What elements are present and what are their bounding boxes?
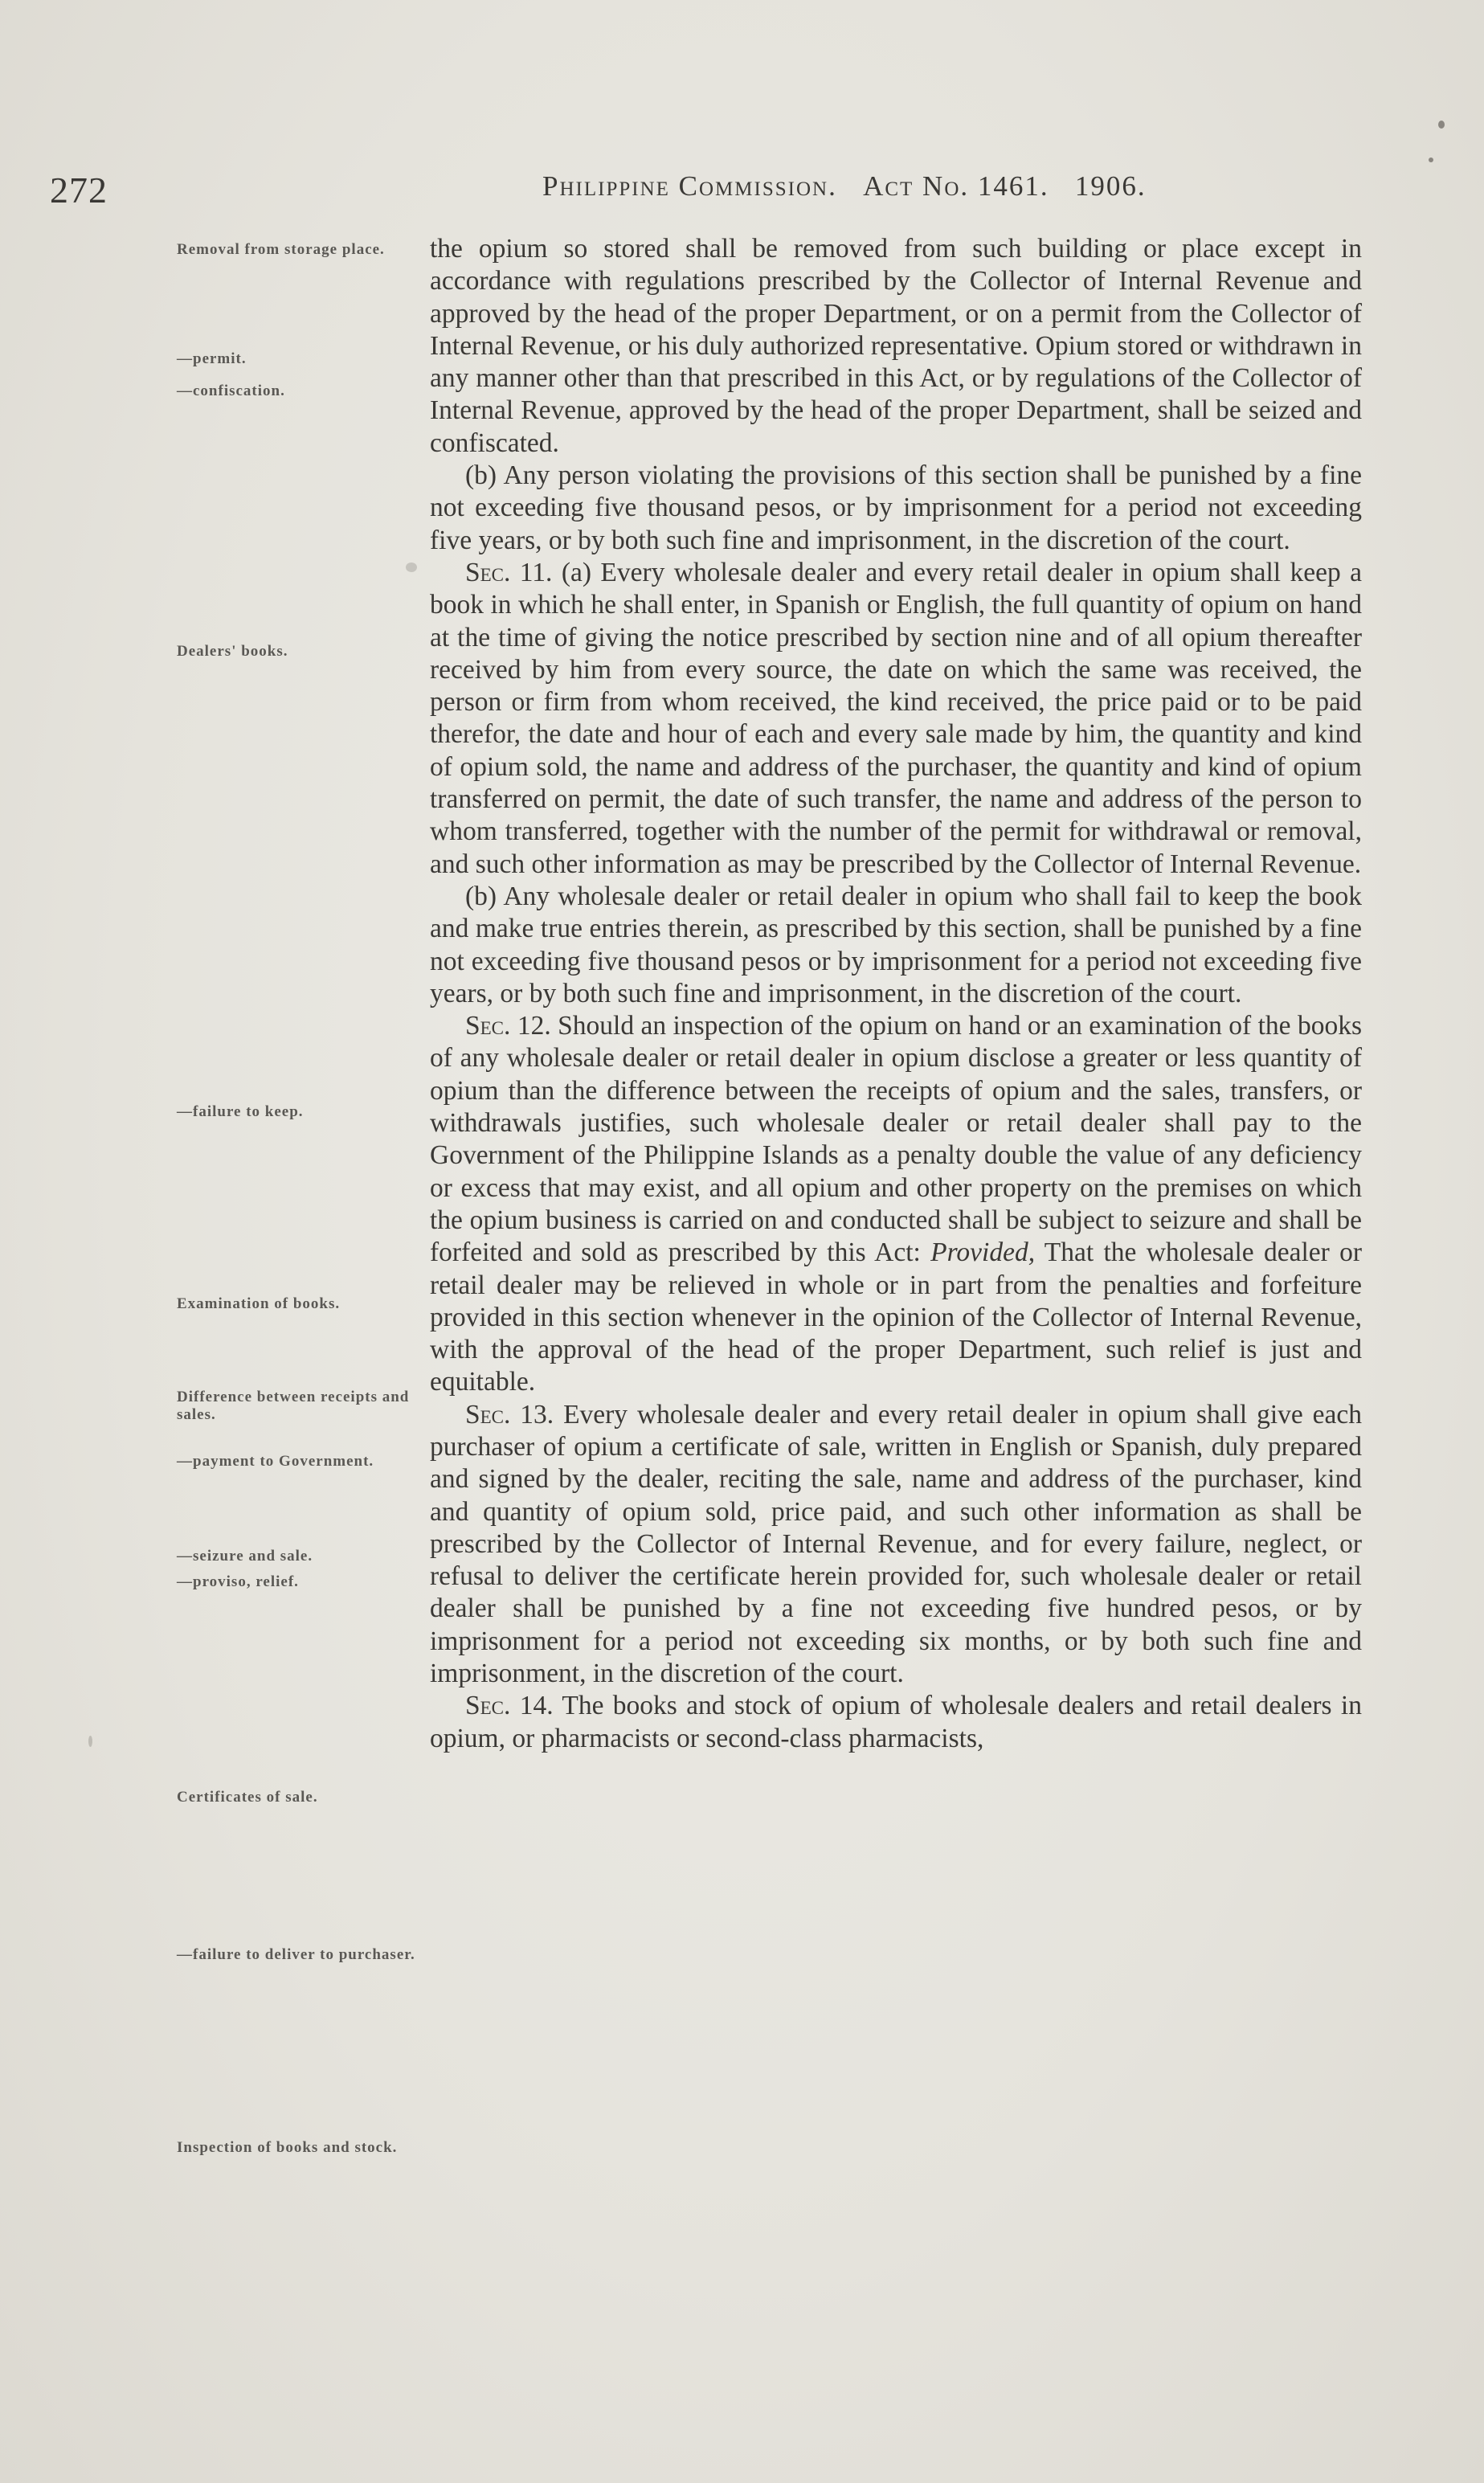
provided-italic: Provided,	[930, 1237, 1036, 1268]
paper-speck	[1429, 157, 1433, 162]
margin-note-failure-to-keep: —failure to keep.	[177, 1103, 304, 1120]
margin-note-removal: Removal from storage place.	[177, 241, 385, 258]
running-head-commission: Philippine Commission.	[542, 170, 837, 202]
paragraph: the opium so stored shall be removed from such building or place except in accordance with regulations prescribed by the Collector of Internal Revenue and approved by the head of the proper Department, or on a permit from the Collector of Internal Revenue, or his duly authorized representative. Opium stored or withdrawn in any manner other than that prescribed in this Act, or by regulations of the Collector of Internal Revenue, approved by the head of the proper Department, shall be seized and confiscated.	[430, 234, 1362, 458]
section-number: Sec. 11.	[465, 557, 553, 587]
margin-note-dealers-books: Dealers' books.	[177, 643, 288, 660]
paragraph: (b) Any wholesale dealer or retail dealer in opium who shall fail to keep the book and make true entries therein, as prescribed by this section, shall be punished by a fine not exceeding five thousand pesos or by imprisonment for a period not exceeding five years, or by both such fine and imprisonment, in the discretion of the court.	[430, 881, 1362, 1008]
paper-speck	[406, 562, 417, 572]
margin-note-inspection: Inspection of books and stock.	[177, 2139, 398, 2156]
margin-note-confiscation: —confiscation.	[177, 382, 285, 399]
margin-note-permit: —permit.	[177, 350, 247, 367]
margin-note-failure-deliver: —failure to deliver to purchaser.	[177, 1946, 415, 1963]
running-head-act: Act No. 1461.	[863, 170, 1049, 202]
paper-speck	[88, 1736, 92, 1747]
running-head-year: 1906.	[1074, 170, 1147, 202]
page-number: 272	[50, 170, 108, 211]
paper-speck	[1438, 121, 1445, 129]
paragraph-sec-14: Sec. 14. The books and stock of opium of wholesale dealers and retail dealers in opium, or pharmacists or second-class pharmacists,	[430, 1691, 1362, 1753]
section-number: Sec. 12.	[465, 1011, 551, 1041]
margin-note-difference: Difference between receipts and sales.	[177, 1389, 410, 1423]
body-text	[430, 233, 1362, 1755]
margin-note-proviso: —proviso, relief.	[177, 1573, 299, 1590]
paragraph-sec-12: Sec. 12. Should an inspection of the opium on hand or an examination of the books of any wholesale dealer or retail dealer in opium disclose a greater or less quantity of opium than the difference between the receipts of opium and the sales, transfers, or withdrawals justifies, such wholesale dealer or retail dealer shall pay to the Government of the Philippine Islands as a penalty double the value of any deficiency or excess that may exist, and all opium and other property on the premises on which the opium business is carried on and conducted shall be subject to seizure and shall be forfeited and sold as prescribed by this Act: Provided, That the wholesale dealer or retail dealer may be relieved in whole or in part from the penalties and forfeiture provided in this section whenever in the opinion of the Collector of Internal Revenue, with the approval of the head of the proper Department, such relief is just and equitable.	[430, 1011, 1362, 1397]
margin-note-payment: —payment to Government.	[177, 1453, 374, 1470]
margin-note-certificates: Certificates of sale.	[177, 1789, 318, 1806]
paragraph-sec-11: Sec. 11. (a) Every wholesale dealer and every retail dealer in opium shall keep a book in which he shall enter, in Spanish or English, the full quantity of opium on hand at the time of giving the notice prescribed by section nine and of all opium thereafter received by him from every source, the date on which the same was received, the person or firm from whom received, the kind received, the price paid or to be paid therefor, the date and hour of each and every sale made by him, the quantity and kind of opium sold, the name and address of the purchaser, the quantity and kind of opium transferred on permit, the date of such transfer, the name and address of the person to whom transferred, together with the number of the permit for withdrawal or removal, and such other information as may be prescribed by the Collector of Internal Revenue.	[430, 557, 1363, 879]
section-number: Sec. 14.	[465, 1691, 554, 1721]
margin-note-examination: Examination of books.	[177, 1295, 341, 1312]
section-number: Sec. 13.	[465, 1399, 554, 1430]
running-head	[542, 170, 1147, 202]
margin-note-seizure: —seizure and sale.	[177, 1548, 313, 1565]
paragraph: (b) Any person violating the provisions of this section shall be punished by a fine not exceeding five thousand pesos, or by imprisonment for a period not exceeding five years, or by both such fine and imprisonment, in the discretion of the court.	[430, 460, 1362, 555]
paragraph-sec-13: Sec. 13. Every wholesale dealer and every retail dealer in opium shall give each purchaser of opium a certificate of sale, written in English or Spanish, duly prepared and signed by the dealer, reciting the sale, name and address of the purchaser, kind and quantity of opium sold, price paid, and such other information as shall be prescribed by the Collector of Internal Revenue, and for every failure, neglect, or refusal to deliver the certificate herein provided for, such wholesale dealer or retail dealer shall be punished by a fine not exceeding five hundred pesos, or by imprisonment for a period not exceeding six months, or by both such fine and imprisonment, in the discretion of the court.	[430, 1399, 1362, 1689]
